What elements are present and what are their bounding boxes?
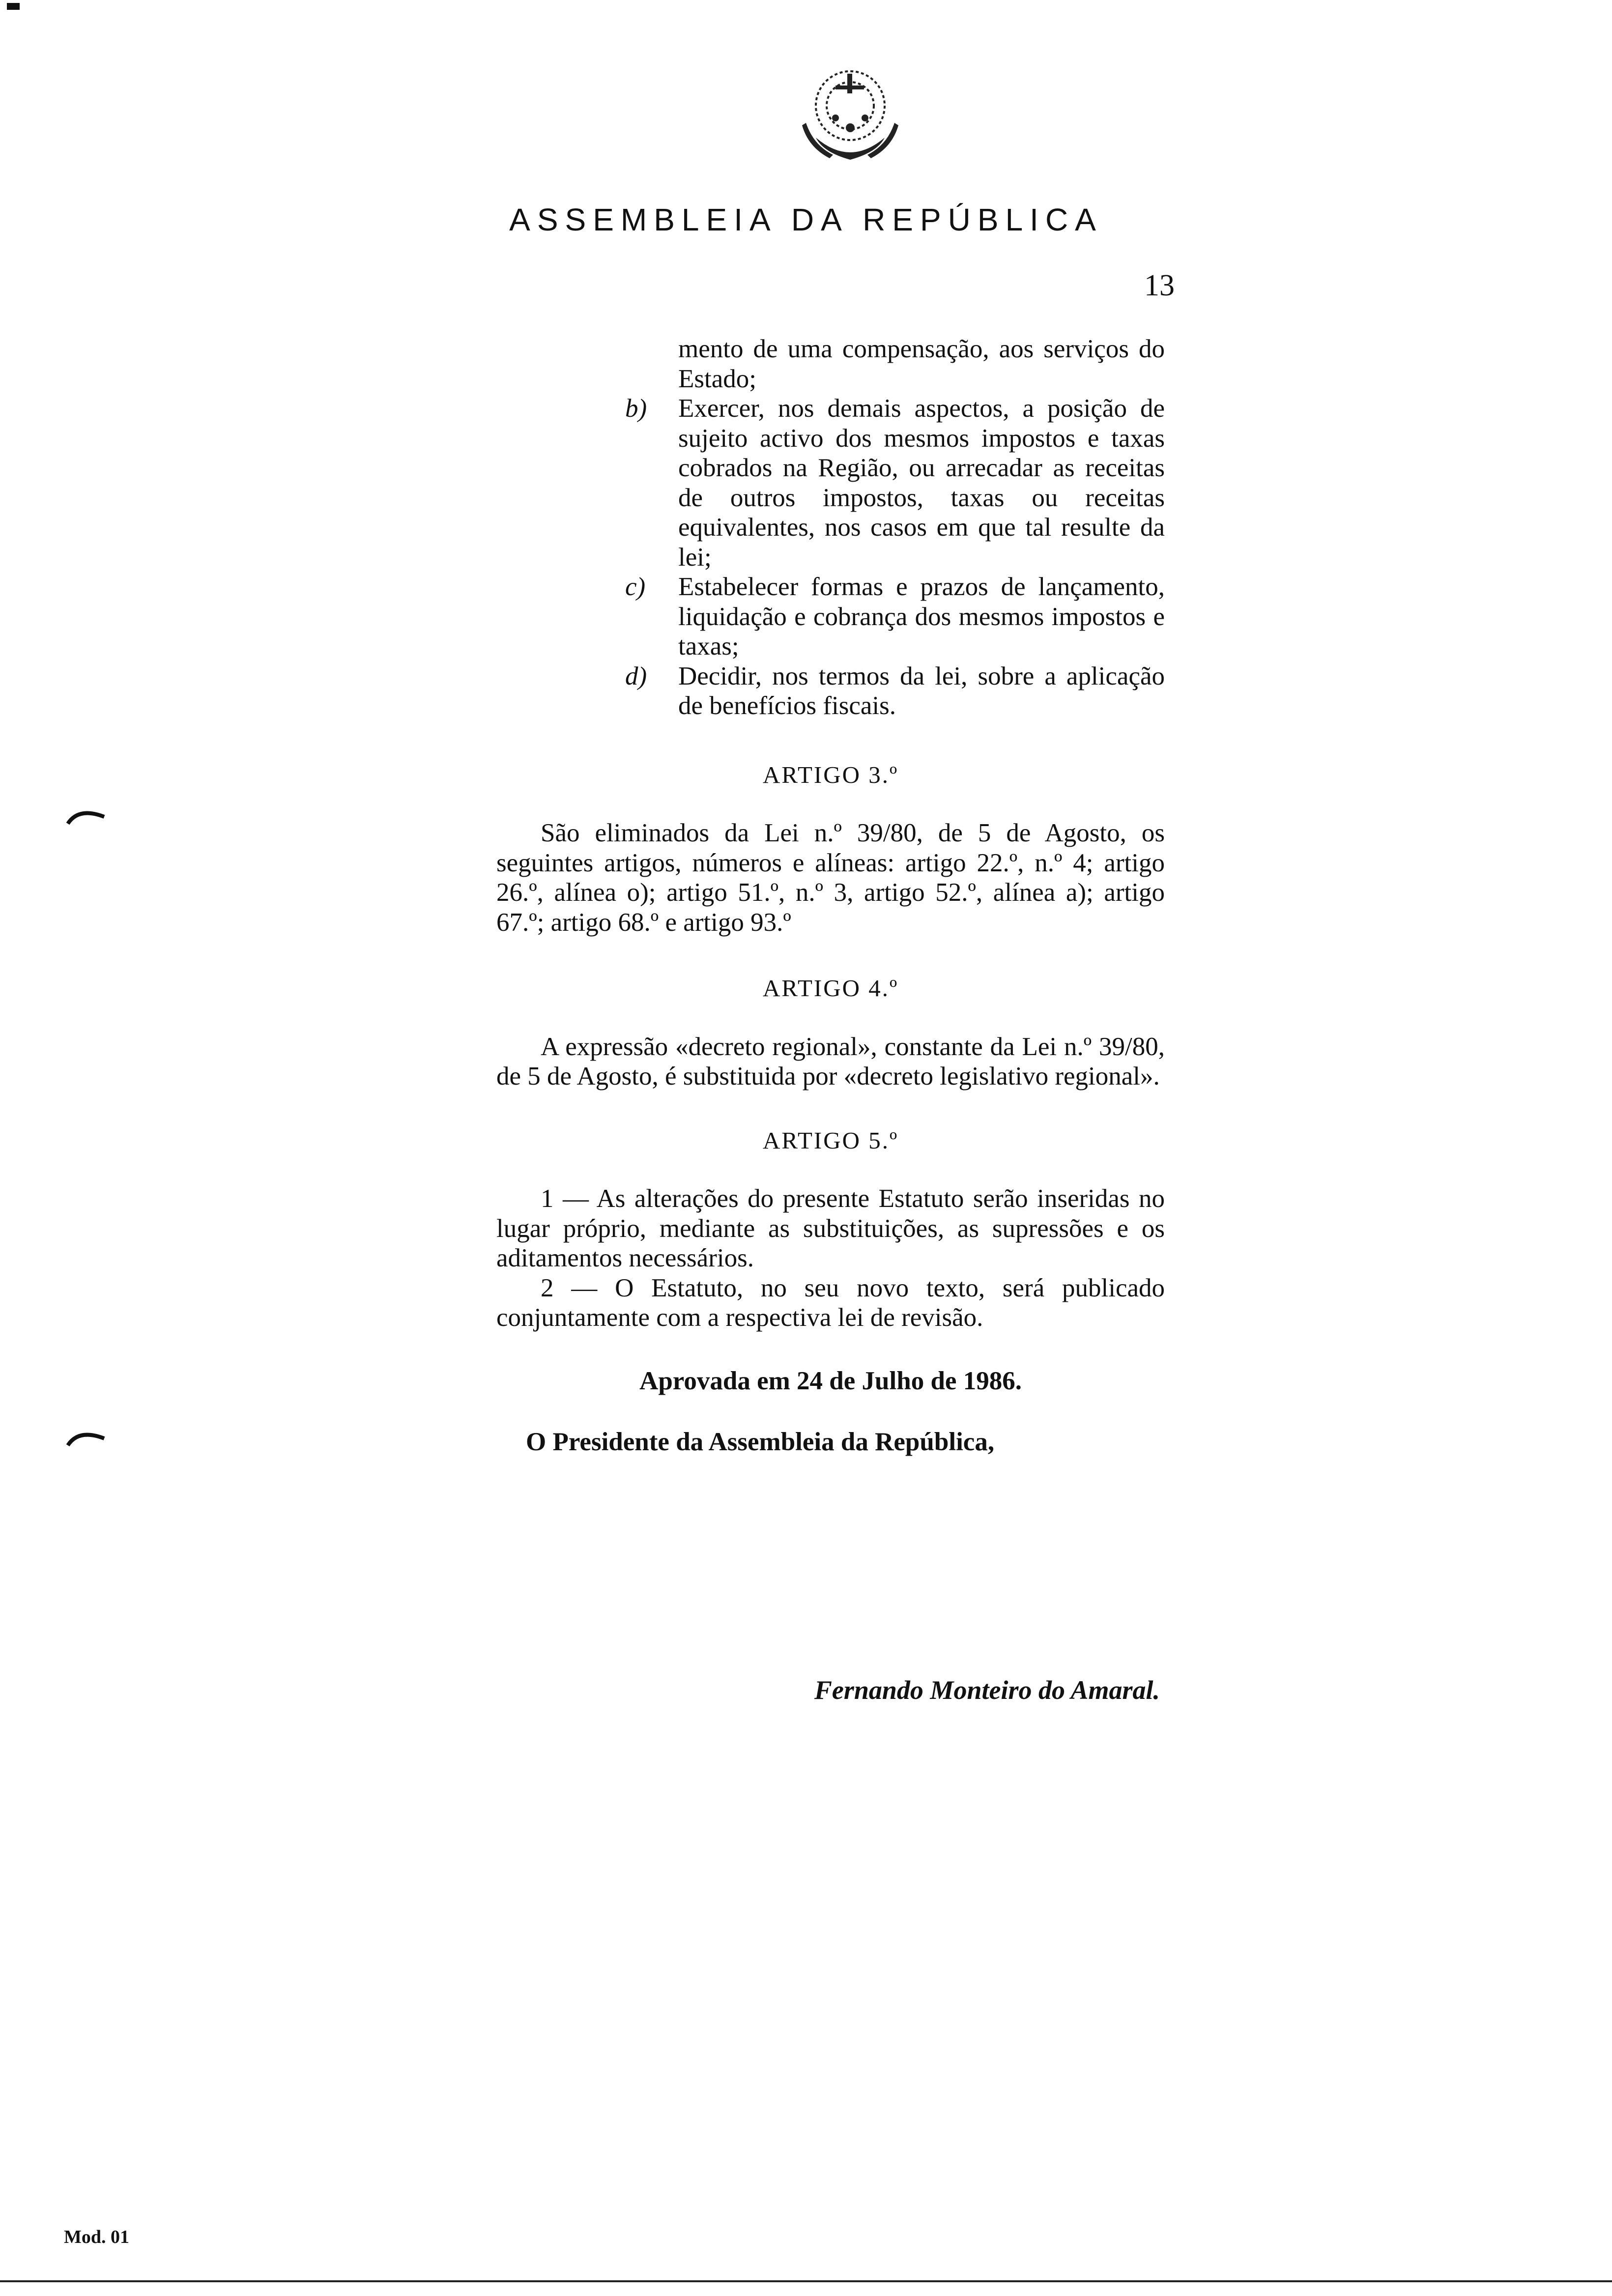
article-4-paragraph: A expressão «decreto regional», constante da Lei n.º 39/80, de 5 de Agosto, é substituida por «decreto legislativo regional». (496, 1032, 1165, 1091)
corner-scan-mark (7, 3, 20, 10)
article-3-title: ARTIGO 3.º (762, 761, 899, 788)
list-item-letter: b) (625, 394, 647, 423)
list-item-d (496, 661, 1165, 721)
list-item-letter: d) (625, 661, 647, 690)
list-item-letter: c) (625, 573, 646, 601)
header-title: ASSEMBLEIA DA REPÚBLICA (509, 202, 1103, 237)
list-item-text: Exercer, nos demais aspectos, a posição de sujeito activo dos mesmos impostos e taxas cobrados na Região, ou arrecadar as receitas de outros impostos, taxas ou receitas equivalentes, nos casos em que tal resulte da lei; (678, 394, 1165, 572)
punch-hole-mark-bottom (64, 1428, 108, 1447)
list-intro-continuation: mento de uma compensação, aos serviços do Estado; (678, 335, 1165, 393)
article-3-paragraph: São eliminados da Lei n.º 39/80, de 5 de Agosto, os seguintes artigos, números e alíneas: artigo 22.º, n.º 4; artigo 26.º, alínea o); artigo 51.º, n.º 3, artigo 52.º, alínea a); artigo 67.º; artigo 68.º e artigo 93.º (496, 819, 1165, 937)
signature-name: Fernando Monteiro do Amaral. (814, 1675, 1160, 1705)
page-number: 13 (1144, 269, 1175, 302)
coat-of-arms-icon (786, 54, 914, 177)
article-5-paragraph-2: 2 — O Estatuto, no seu novo texto, será publicado conjuntamente com a respectiva lei de revisão. (496, 1273, 1165, 1332)
list-item-text: Decidir, nos termos da lei, sobre a aplicação de benefícios fiscais. (678, 661, 1165, 720)
article-5-paragraph-1: 1 — As alterações do presente Estatuto serão inseridas no lugar próprio, mediante as substituições, as supressões e os aditamentos necessários. (496, 1184, 1165, 1272)
article-5-title: ARTIGO 5.º (762, 1126, 899, 1154)
article-4-title: ARTIGO 4.º (762, 975, 899, 1002)
punch-hole-mark-top (64, 806, 108, 826)
bottom-edge-line (0, 2280, 1612, 2282)
list-item-c (496, 572, 1165, 661)
document-body (496, 334, 1165, 1457)
form-model-label: Mod. 01 (64, 2227, 129, 2247)
president-title: O Presidente da Assembleia da República, (526, 1428, 995, 1456)
list-item-b (496, 394, 1165, 572)
list-item-text: Estabelecer formas e prazos de lançamento, liquidação e cobrança dos mesmos impostos e taxas; (678, 573, 1165, 660)
approval-date: Aprovada em 24 de Julho de 1986. (639, 1366, 1022, 1395)
